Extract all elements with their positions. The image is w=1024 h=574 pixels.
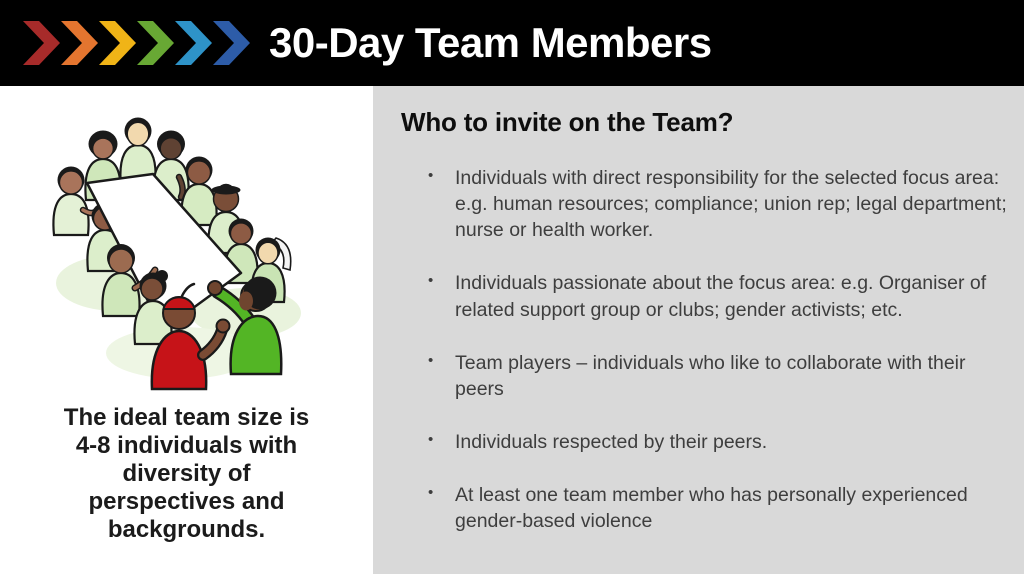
bullet-item: • Individuals respected by their peers. xyxy=(427,429,1010,455)
slide-title: 30-Day Team Members xyxy=(269,19,712,66)
caption-line: 4-8 individuals with xyxy=(75,432,298,460)
chevron-icon xyxy=(99,21,136,65)
right-panel xyxy=(373,86,1024,574)
bullet-item: • Team players – individuals who like to collaborate with their peers xyxy=(427,350,1010,402)
caption-text xyxy=(21,404,352,544)
chevron-icon xyxy=(175,21,212,65)
caption-line: diversity of xyxy=(122,460,251,488)
bullet-item: • Individuals passionate about the focus area: e.g. Organiser of related support group or clubs; gender activists; etc. xyxy=(427,270,1010,322)
chevron-icon xyxy=(23,21,60,65)
caption-line: perspectives and xyxy=(88,488,285,516)
team-circle-illustration xyxy=(21,98,352,398)
bullet-item: • Individuals with direct responsibility for the selected focus area: e.g. human resources; compliance; union rep; legal department; nurse or health worker. xyxy=(427,165,1010,243)
bullet-item: • At least one team member who has personally experienced gender-based violence xyxy=(427,482,1010,534)
caption-line: The ideal team size is xyxy=(63,404,310,431)
chevron-icon xyxy=(137,21,174,65)
header-bar xyxy=(0,0,1024,86)
chevron-arrows-icon xyxy=(23,21,251,65)
chevron-icon xyxy=(213,21,250,65)
panel-heading: Who to invite on the Team? xyxy=(401,107,734,137)
bullet-list xyxy=(401,165,1010,534)
left-panel xyxy=(0,86,373,574)
caption-line: backgrounds. xyxy=(107,516,266,544)
chevron-icon xyxy=(61,21,98,65)
